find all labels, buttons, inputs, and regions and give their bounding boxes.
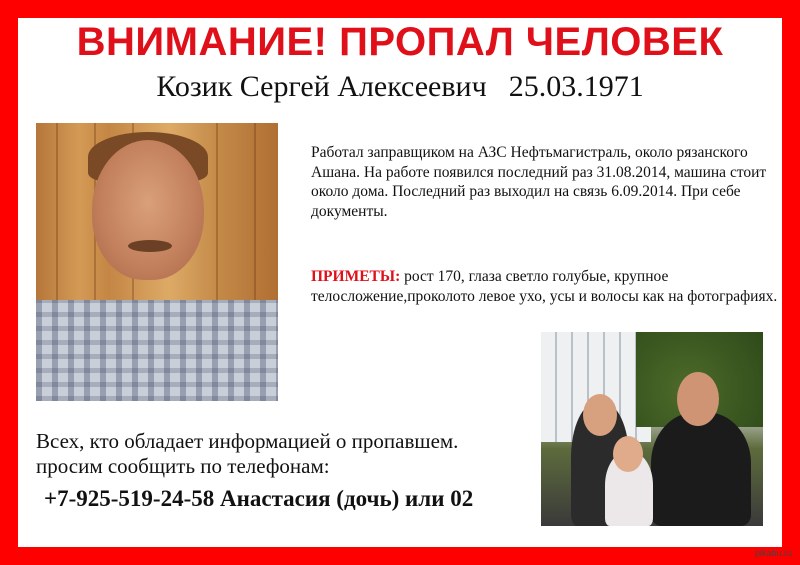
family-photo [541,332,763,526]
contact-line-2: просим сообщить по телефонам: [36,454,330,478]
person-name-line [0,70,800,104]
distinguishing-features [311,267,781,306]
portrait-photo [36,123,278,401]
features-label: ПРИМЕТЫ: [311,268,401,285]
contact-appeal [36,429,536,479]
contact-phone: +7-925-519-24-58 Анастасия (дочь) или 02 [44,486,474,511]
features-text: рост 170, глаза светло голубые, крупное телосложение,проколото левое ухо, усы и волосы как на фотографиях. [311,268,778,305]
birth-date: 25.03.1971 [508,70,644,103]
description-text: Работал заправщиком на АЗС Нефтьмагистраль, около рязанского Ашана. На работе появился последний раз 31.08.2014, машина стоит около дома. Последний раз выходил на связь 6.09.2014. При себе документы. [311,144,767,220]
contact-line-1: Всех, кто обладает информацией о пропавшем. [36,429,459,453]
person-name: Козик Сергей Алексеевич [156,70,487,103]
source-watermark: pikabu.ru [754,548,792,558]
poster-title: ВНИМАНИЕ! ПРОПАЛ ЧЕЛОВЕК [76,20,724,64]
